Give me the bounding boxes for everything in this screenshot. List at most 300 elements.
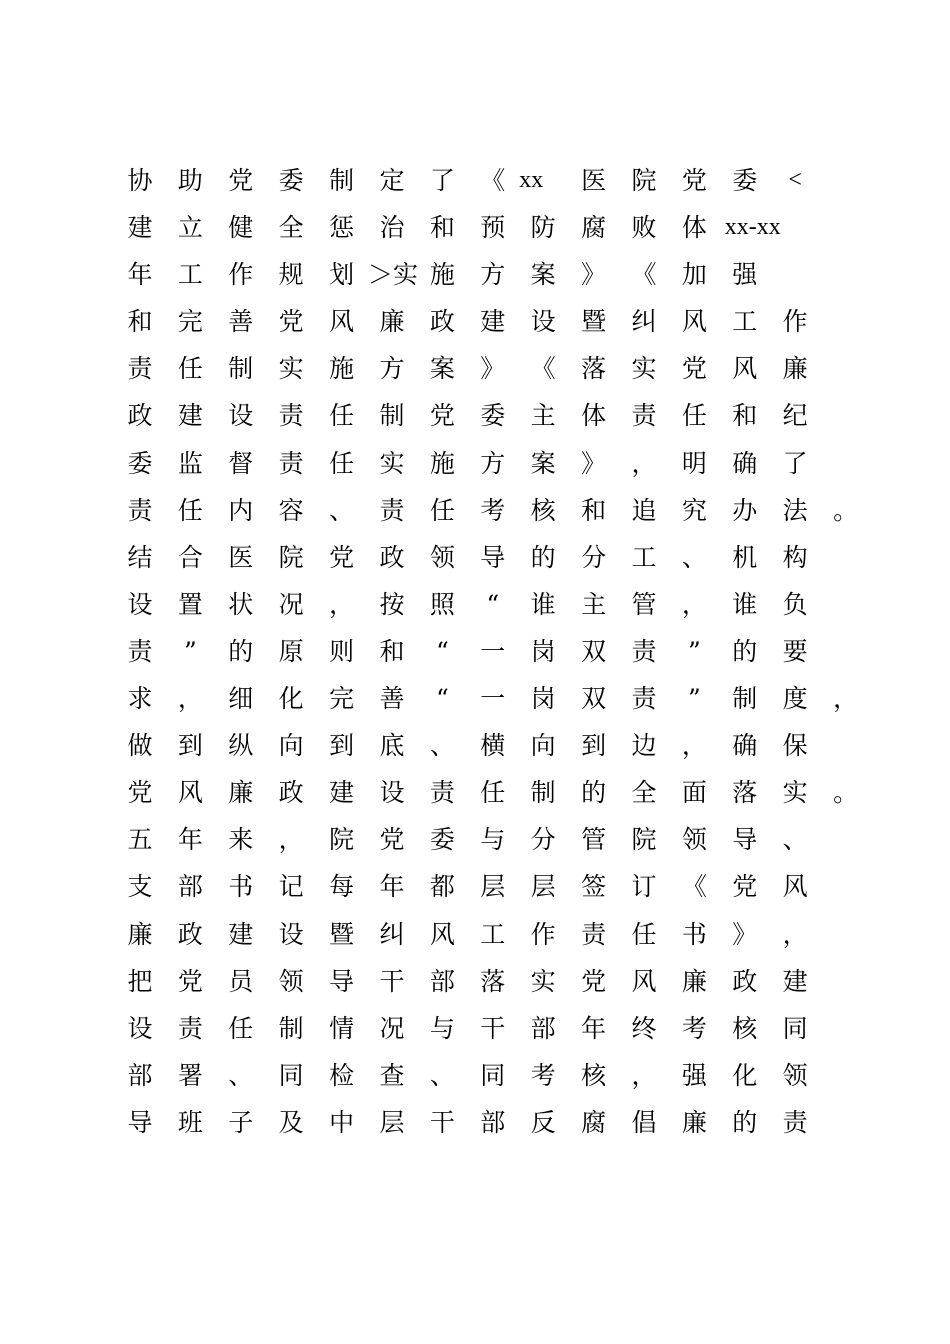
text-char: 全 <box>631 778 657 808</box>
text-char: 和 <box>127 307 153 337</box>
text-char: 分 <box>530 825 556 855</box>
text-char: 干 <box>429 1107 455 1137</box>
body-text <box>120 157 860 1146</box>
text-char: “ <box>486 589 500 619</box>
text-char: 实 <box>631 354 657 384</box>
text-char: 记 <box>278 872 304 902</box>
text-char: 委 <box>127 448 153 478</box>
text-char: 追 <box>631 495 657 525</box>
text-char: 工 <box>631 542 657 572</box>
text-char: ， <box>681 589 707 619</box>
text-char: 》 <box>581 260 607 290</box>
text-char: 体 <box>581 401 607 431</box>
text-char: 制 <box>329 166 355 195</box>
text-char: 按 <box>379 589 405 619</box>
text-line <box>120 298 860 345</box>
text-char: 风 <box>681 307 707 337</box>
text-char: 。 <box>833 778 859 808</box>
text-char: ， <box>278 825 304 855</box>
text-char: 院 <box>278 542 304 572</box>
text-char: 子 <box>228 1107 254 1137</box>
text-char: 落 <box>581 354 607 384</box>
text-char: 风 <box>782 872 808 902</box>
text-char: 风 <box>631 966 657 996</box>
text-line <box>120 157 860 204</box>
text-char: 明 <box>681 448 707 478</box>
text-char: < <box>788 167 802 193</box>
text-char: 纪 <box>782 401 808 431</box>
text-char: 一 <box>480 684 506 714</box>
text-char: 院 <box>631 825 657 855</box>
text-char: 廉 <box>127 919 153 949</box>
text-char: 落 <box>480 966 506 996</box>
text-char: 双 <box>581 636 607 666</box>
text-char: 全 <box>278 213 304 243</box>
text-char: 任 <box>329 401 355 431</box>
text-char: 党 <box>581 966 607 996</box>
text-char: 政 <box>732 966 758 996</box>
text-char: 任 <box>228 1013 254 1043</box>
text-char: 立 <box>177 213 203 243</box>
text-char: 和 <box>379 636 405 666</box>
text-char: 况 <box>379 1013 405 1043</box>
text-char: 设 <box>228 401 254 431</box>
text-char: ” <box>184 636 197 666</box>
text-char: 施 <box>429 448 455 478</box>
text-char: 了 <box>782 448 808 478</box>
text-char: 责 <box>581 919 607 949</box>
text-char: 》 <box>732 919 758 949</box>
text-char: 情 <box>329 1013 355 1043</box>
text-char: 党 <box>127 778 153 808</box>
text-char: 合 <box>177 542 203 572</box>
text-char: 建 <box>228 919 254 949</box>
text-char: 督 <box>228 448 254 478</box>
text-char: “ <box>436 684 449 714</box>
text-char: 导 <box>127 1107 153 1137</box>
text-char: 求 <box>127 684 153 714</box>
text-char: 风 <box>429 919 455 949</box>
text-line <box>120 722 860 769</box>
text-char: 把 <box>127 966 153 996</box>
text-char: 任 <box>681 401 707 431</box>
text-char: 到 <box>581 731 607 761</box>
text-char: 廉 <box>782 354 808 384</box>
text-char: 考 <box>530 1060 556 1090</box>
text-char: 委 <box>429 825 455 855</box>
text-char: 施 <box>329 354 355 384</box>
text-char: 建 <box>127 213 153 243</box>
text-char: 党 <box>429 401 455 431</box>
text-char: 五 <box>127 825 153 855</box>
text-char: 细 <box>228 684 254 714</box>
text-char: 党 <box>278 307 304 337</box>
text-char: ” <box>688 636 701 666</box>
text-char: 支 <box>127 872 153 902</box>
text-char: 班 <box>177 1107 203 1137</box>
text-char: 核 <box>732 1013 758 1043</box>
text-char: 确 <box>732 448 758 478</box>
text-char: 中 <box>329 1107 355 1137</box>
text-char: 都 <box>429 872 455 902</box>
text-char: 党 <box>681 166 707 195</box>
text-char: 作 <box>530 919 556 949</box>
text-char: 党 <box>228 166 254 195</box>
text-char: 倡 <box>631 1107 657 1137</box>
text-char: “ <box>436 636 449 666</box>
text-char: 责 <box>782 1107 808 1137</box>
text-char: 定 <box>379 166 405 195</box>
text-char: 责 <box>631 401 657 431</box>
text-char: 、 <box>782 825 808 855</box>
text-char: 暨 <box>329 919 355 949</box>
text-char: 医 <box>228 542 254 572</box>
text-char: 责 <box>631 636 657 666</box>
text-char: 及 <box>278 1107 304 1137</box>
text-char: 腐 <box>581 213 607 243</box>
text-char: 导 <box>329 966 355 996</box>
text-line <box>120 1052 860 1099</box>
text-char: ” <box>688 684 701 714</box>
text-char: 领 <box>278 966 304 996</box>
text-char: 案 <box>530 448 556 478</box>
text-char: 层 <box>530 872 556 902</box>
text-char: 制 <box>379 401 405 431</box>
text-char: 与 <box>429 1013 455 1043</box>
text-char: 层 <box>480 872 506 902</box>
text-char: 照 <box>429 589 455 619</box>
text-char: 核 <box>530 495 556 525</box>
text-char: 助 <box>177 166 203 195</box>
text-char: 方 <box>379 354 405 384</box>
text-char: 体 <box>681 213 707 243</box>
text-char: 惩 <box>329 213 355 243</box>
text-char: 考 <box>681 1013 707 1043</box>
text-char: 考 <box>480 495 506 525</box>
text-char: xx-xx <box>724 214 781 241</box>
text-char: 政 <box>429 307 455 337</box>
text-char: 善 <box>379 684 405 714</box>
text-char: 落 <box>732 778 758 808</box>
text-char: 导 <box>732 825 758 855</box>
text-char: 做 <box>127 731 153 761</box>
text-char: 《 <box>681 872 707 902</box>
text-char: 状 <box>228 589 254 619</box>
text-char: 底 <box>379 731 405 761</box>
text-char: 完 <box>329 684 355 714</box>
text-char: 规 <box>278 260 304 290</box>
text-char: 的 <box>530 542 556 572</box>
text-char: 善 <box>228 307 254 337</box>
text-line <box>120 769 860 816</box>
text-char: 同 <box>782 1013 808 1043</box>
text-char: 确 <box>732 731 758 761</box>
text-char: 治 <box>379 213 405 243</box>
text-char: 化 <box>278 684 304 714</box>
text-char: 化 <box>732 1060 758 1090</box>
text-char: 领 <box>782 1060 808 1090</box>
text-line <box>120 251 860 298</box>
text-char: 结 <box>127 542 153 572</box>
text-char: 年 <box>127 260 153 290</box>
text-char: 负 <box>782 589 808 619</box>
text-char: 建 <box>329 778 355 808</box>
text-char: 制 <box>732 684 758 714</box>
text-char: 的 <box>228 636 254 666</box>
text-char: ， <box>833 684 859 714</box>
text-line <box>120 1005 860 1052</box>
text-char: 构 <box>782 542 808 572</box>
text-char: 医 <box>581 166 607 195</box>
text-char: 与 <box>480 825 506 855</box>
text-char: 要 <box>782 636 808 666</box>
text-char: 、 <box>329 495 355 525</box>
text-char: 谁 <box>732 589 758 619</box>
text-char: 责 <box>429 778 455 808</box>
text-char: 纠 <box>379 919 405 949</box>
text-char: 干 <box>480 1013 506 1043</box>
text-line <box>120 392 860 439</box>
text-char: 委 <box>278 166 304 195</box>
text-char: 岗 <box>530 684 556 714</box>
text-char: 实 <box>379 448 405 478</box>
text-char: 实 <box>782 778 808 808</box>
text-char: 委 <box>732 166 758 195</box>
text-char: 办 <box>732 495 758 525</box>
text-char: 边 <box>631 731 657 761</box>
text-char: 》 <box>480 354 506 384</box>
text-char: ， <box>631 448 657 478</box>
text-char: 主 <box>530 401 556 431</box>
text-char: 订 <box>631 872 657 902</box>
text-char: 廉 <box>681 1107 707 1137</box>
text-char: 暨 <box>581 307 607 337</box>
text-char: 设 <box>278 919 304 949</box>
text-char: 风 <box>329 307 355 337</box>
text-char: 设 <box>127 1013 153 1043</box>
text-char: 、 <box>681 542 707 572</box>
text-char: 政 <box>177 919 203 949</box>
text-char: 和 <box>429 213 455 243</box>
text-char: 保 <box>782 731 808 761</box>
text-char: 协 <box>127 166 153 195</box>
text-char: 一 <box>480 636 506 666</box>
text-char: 作 <box>782 307 808 337</box>
text-char: 建 <box>480 307 506 337</box>
text-line <box>120 816 860 863</box>
text-char: 制 <box>278 1013 304 1043</box>
text-char: 究 <box>681 495 707 525</box>
text-char: 干 <box>379 966 405 996</box>
text-char: 政 <box>127 401 153 431</box>
text-line <box>120 628 860 675</box>
text-char: 院 <box>631 166 657 195</box>
text-char: 反 <box>530 1107 556 1137</box>
text-char: 、 <box>228 1060 254 1090</box>
text-char: 廉 <box>379 307 405 337</box>
text-char: 党 <box>681 354 707 384</box>
text-char: 院 <box>329 825 355 855</box>
text-char: 《 <box>480 166 506 195</box>
text-char: 任 <box>177 495 203 525</box>
text-char: 党 <box>379 825 405 855</box>
text-char: 到 <box>177 731 203 761</box>
text-line <box>120 1099 860 1146</box>
text-char: 领 <box>681 825 707 855</box>
text-char: 层 <box>379 1107 405 1137</box>
text-char: 加 <box>681 260 707 290</box>
text-line <box>120 204 860 251</box>
text-char: 制 <box>228 354 254 384</box>
text-char: 到 <box>329 731 355 761</box>
text-char: 政 <box>379 542 405 572</box>
text-line <box>120 863 860 910</box>
text-char: 员 <box>228 966 254 996</box>
text-char: 了 <box>429 166 455 195</box>
text-char: 强 <box>681 1060 707 1090</box>
text-line <box>120 958 860 1005</box>
text-char: 廉 <box>228 778 254 808</box>
text-char: 委 <box>480 401 506 431</box>
text-char: 党 <box>732 872 758 902</box>
text-char: 预 <box>480 213 506 243</box>
text-char: 署 <box>177 1060 203 1090</box>
text-line <box>120 440 860 487</box>
text-char: 部 <box>429 966 455 996</box>
text-char: 责 <box>127 636 153 666</box>
text-char: 责 <box>127 495 153 525</box>
text-char: 法 <box>782 495 808 525</box>
text-char: 败 <box>631 213 657 243</box>
text-char: 》 <box>581 448 607 478</box>
text-char: 实 <box>530 966 556 996</box>
text-char: 工 <box>480 919 506 949</box>
text-char: 强 <box>732 260 758 290</box>
text-char: 部 <box>177 872 203 902</box>
text-char: 年 <box>581 1013 607 1043</box>
text-char: 双 <box>581 684 607 714</box>
text-char: 划 <box>329 260 355 290</box>
text-char: 则 <box>329 636 355 666</box>
text-char: 风 <box>177 778 203 808</box>
text-char: 机 <box>732 542 758 572</box>
text-char: 建 <box>177 401 203 431</box>
text-char: 党 <box>329 542 355 572</box>
text-char: 完 <box>177 307 203 337</box>
text-line <box>120 911 860 958</box>
text-char: 纵 <box>228 731 254 761</box>
text-char: 防 <box>530 213 556 243</box>
text-char: 任 <box>177 354 203 384</box>
text-char: 责 <box>177 1013 203 1043</box>
text-char: 度 <box>782 684 808 714</box>
text-char: ＞实 <box>368 260 419 290</box>
text-char: 向 <box>530 731 556 761</box>
text-char: ， <box>631 1060 657 1090</box>
text-char: 《 <box>631 260 657 290</box>
text-line <box>120 581 860 628</box>
text-char: 部 <box>480 1107 506 1137</box>
text-char: 任 <box>631 919 657 949</box>
text-char: 书 <box>681 919 707 949</box>
text-char: 查 <box>379 1060 405 1090</box>
text-char: 管 <box>631 589 657 619</box>
text-char: 实 <box>278 354 304 384</box>
text-char: 、 <box>429 1060 455 1090</box>
text-char: 原 <box>278 636 304 666</box>
text-char: 责 <box>379 495 405 525</box>
text-char: 设 <box>530 307 556 337</box>
text-char: 部 <box>127 1060 153 1090</box>
text-char: 的 <box>732 636 758 666</box>
text-char: 责 <box>278 401 304 431</box>
text-char: 导 <box>480 542 506 572</box>
text-char: 领 <box>429 542 455 572</box>
text-char: 廉 <box>681 966 707 996</box>
text-char: 政 <box>278 778 304 808</box>
text-char: 案 <box>530 260 556 290</box>
text-char: 方 <box>480 448 506 478</box>
text-line <box>120 487 860 534</box>
text-char: 方 <box>480 260 506 290</box>
text-char: ， <box>681 731 707 761</box>
text-char: 腐 <box>581 1107 607 1137</box>
text-char: 党 <box>177 966 203 996</box>
text-char: 谁 <box>530 589 556 619</box>
text-char: ， <box>329 589 355 619</box>
text-char: 分 <box>581 542 607 572</box>
text-char: 施 <box>429 260 455 290</box>
text-char: 设 <box>379 778 405 808</box>
text-char: 责 <box>631 684 657 714</box>
text-char: 任 <box>429 495 455 525</box>
text-char: 核 <box>581 1060 607 1090</box>
text-char: 同 <box>278 1060 304 1090</box>
text-char: 终 <box>631 1013 657 1043</box>
text-char: 《 <box>530 354 556 384</box>
text-char: ， <box>177 684 203 714</box>
text-char: 签 <box>581 872 607 902</box>
text-char: 向 <box>278 731 304 761</box>
text-char: 监 <box>177 448 203 478</box>
text-char: 任 <box>329 448 355 478</box>
text-char: 检 <box>329 1060 355 1090</box>
text-char: 作 <box>228 260 254 290</box>
text-char: 建 <box>782 966 808 996</box>
text-char: 管 <box>581 825 607 855</box>
text-char: 年 <box>379 872 405 902</box>
text-char: ， <box>782 919 808 949</box>
text-char: 工 <box>732 307 758 337</box>
text-char: 责 <box>278 448 304 478</box>
text-char: 岗 <box>530 636 556 666</box>
text-char: 和 <box>732 401 758 431</box>
text-char: 健 <box>228 213 254 243</box>
text-line <box>120 345 860 392</box>
text-char: 任 <box>480 778 506 808</box>
text-line <box>120 534 860 581</box>
text-char: 设 <box>127 589 153 619</box>
text-char: 内 <box>228 495 254 525</box>
text-char: 案 <box>429 354 455 384</box>
text-char: 和 <box>581 495 607 525</box>
text-char: 。 <box>833 495 859 525</box>
text-char: 责 <box>127 354 153 384</box>
text-char: 工 <box>177 260 203 290</box>
text-char: 、 <box>429 731 455 761</box>
text-char: xx <box>519 167 544 193</box>
text-char: 置 <box>177 589 203 619</box>
